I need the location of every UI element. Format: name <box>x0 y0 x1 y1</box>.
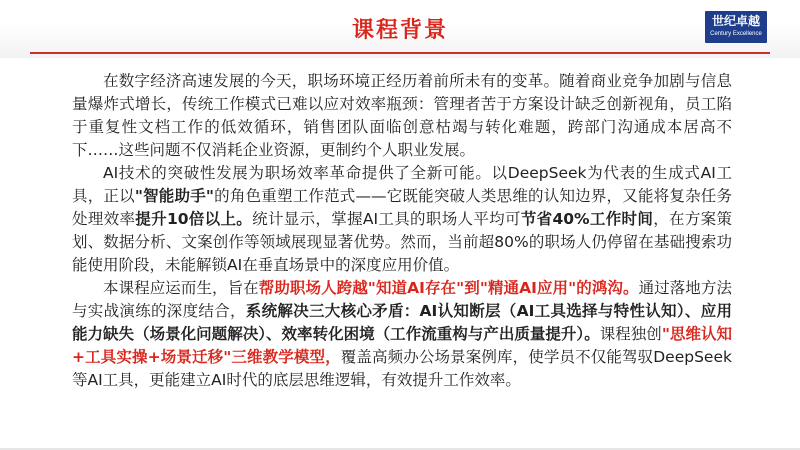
page-title: 课程背景 <box>351 18 448 43</box>
bold-emphasis-text: 节省40%工作时间 <box>520 210 654 228</box>
body-text: 在数字经济高速发展的今天，职场环境正经历着前所未有的变革。随着商业竞争加剧与信息量爆炸式增长，传统工作模式已难以应对效率瓶颈：管理者苦于方案设计缺乏创新视角，员工陷于重复性文档工作的低效循环，销售团队面临创意枯竭与转化难题，跨部门沟通成本居高不下……这些问题不仅消耗企业资源，更制约个人职业发展。 <box>72 72 732 159</box>
logo-chinese-text: 世纪卓越 <box>711 14 760 28</box>
red-highlight-text: 帮助职场人跨越"知道AI存在"到"精通AI应用"的鸿沟。 <box>258 279 639 297</box>
body-text: 的角色重塑工作范式——它既能突破人类思维的认知边界，又能将复杂任务处理效率 <box>72 187 732 228</box>
bold-emphasis-text: 系统解决三大核心矛盾：AI认知断层（AI工具选择与特性认知）、应用能力缺失（场景化问题解决）、效率转化困境（工作流重构与产出质量提升）。 <box>72 302 732 343</box>
logo-english-text: Century Excellence <box>710 31 762 37</box>
title-underline-divider <box>30 52 770 54</box>
body-text: 本课程应运而生，旨在 <box>103 279 259 297</box>
body-text: 通过落地方法与实战演练的深度结合， <box>72 279 732 320</box>
body-text: AI技术的突破性发展为职场效率革命提供了全新可能。以DeepSeek为代表的生成式AI工具，正以 <box>72 164 732 205</box>
body-paragraph <box>72 277 732 392</box>
red-highlight-text: "思维认知+工具实操+场景迁移"三维教学模型， <box>72 325 732 366</box>
body-text: 覆盖高频办公场景案例库，使学员不仅能驾驭DeepSeek等AI工具，更能建立AI时代的底层思维逻辑，有效提升工作效率。 <box>72 348 732 389</box>
century-excellence-logo <box>705 11 767 43</box>
body-text: 课程独创 <box>599 325 662 343</box>
body-text: ，在方案策划、数据分析、文案创作等领域展现显著优势。然而，当前超80%的职场人仍停留在基础搜索功能使用阶段，未能解锁AI在垂直场景中的深度应用价值。 <box>72 210 732 274</box>
body-paragraph <box>72 70 732 162</box>
course-background-body <box>72 70 732 392</box>
body-paragraph <box>72 162 732 277</box>
body-text: 统计显示，掌握AI工具的职场人平均可 <box>252 210 521 228</box>
bold-emphasis-text: 提升10倍以上。 <box>135 210 253 228</box>
bold-emphasis-text: "智能助手" <box>134 187 214 205</box>
